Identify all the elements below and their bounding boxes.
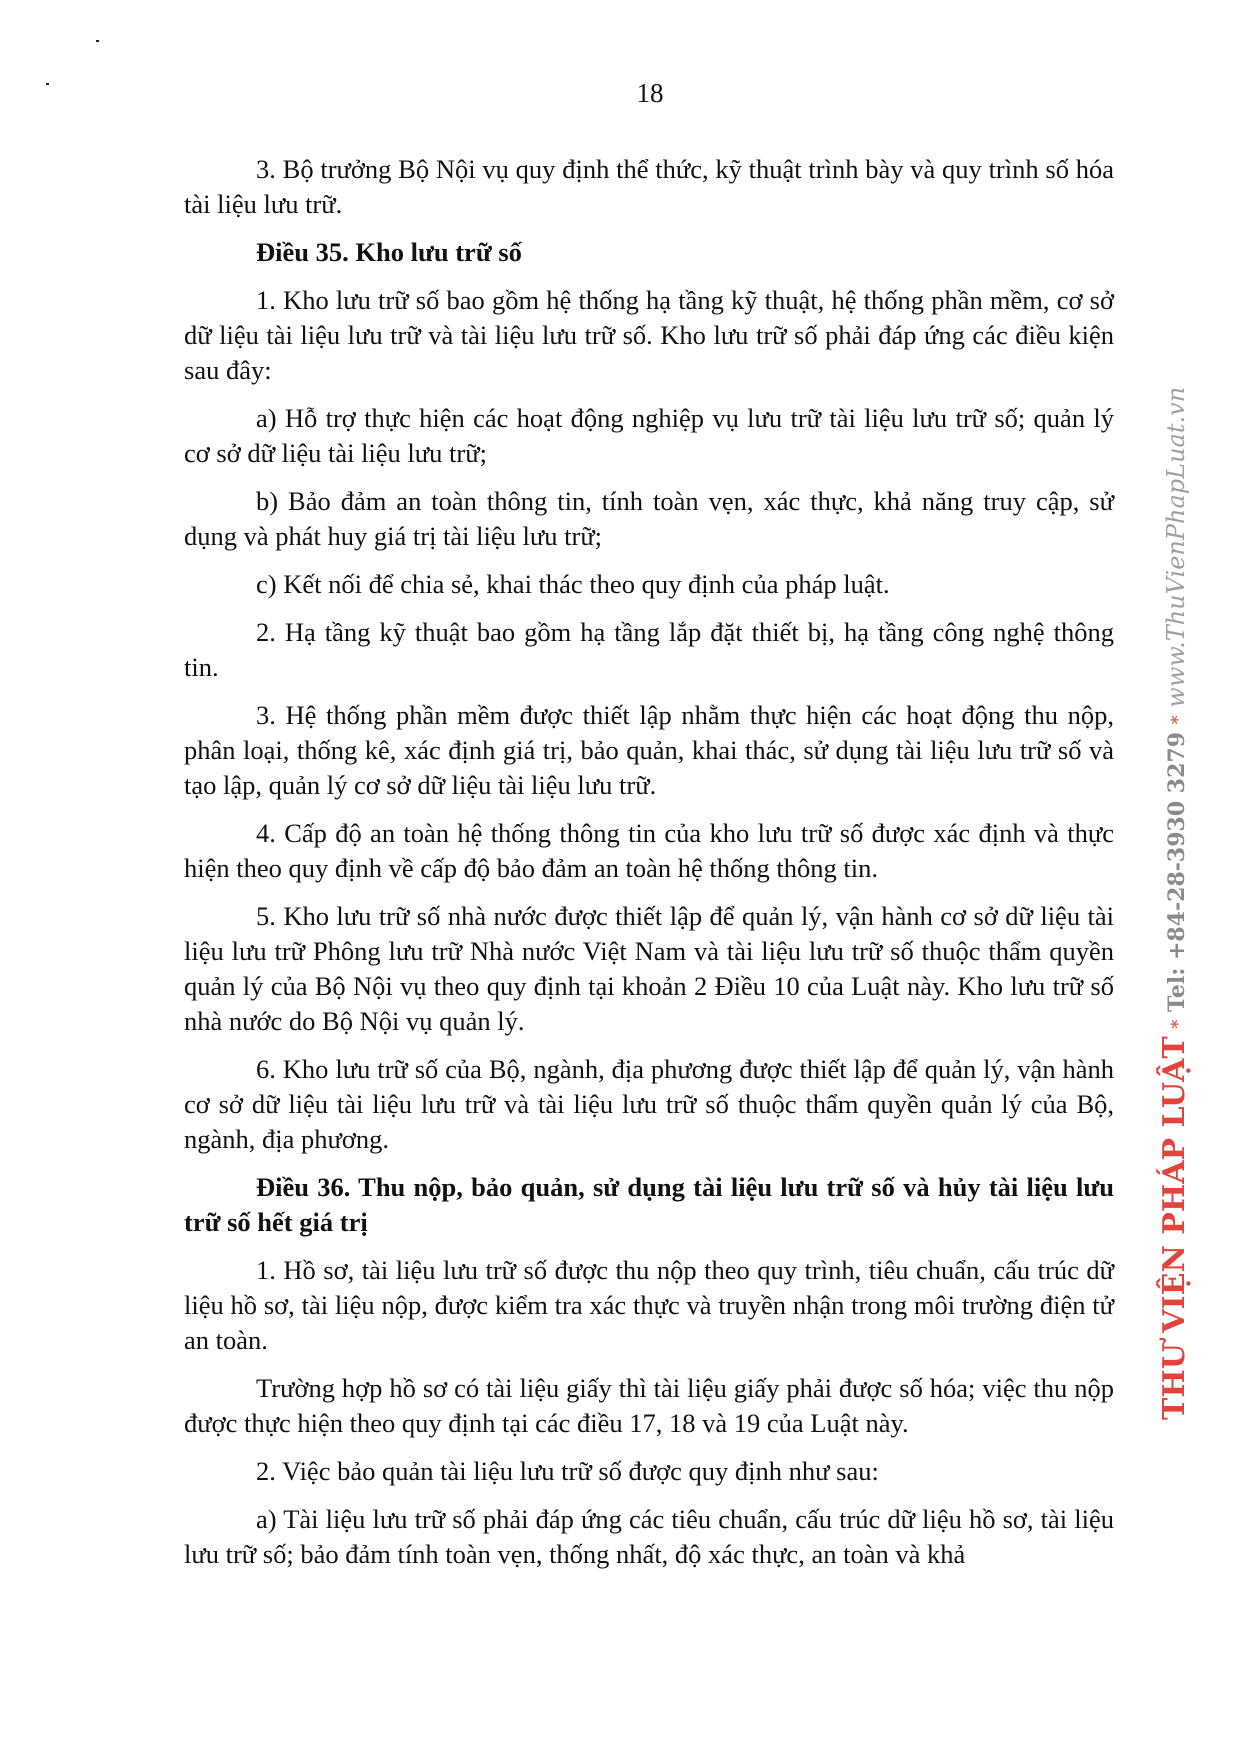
watermark <box>1145 320 1205 1420</box>
article-36-heading: Điều 36. Thu nộp, bảo quản, sử dụng tài liệu lưu trữ số và hủy tài liệu lưu trữ số hết giá trị <box>184 1172 1114 1237</box>
paragraph-clause-3: 3. Hệ thống phần mềm được thiết lập nhằm thực hiện các hoạt động thu nộp, phân loại, thống kê, xác định giá trị, bảo quản, khai thác, sử dụng tài liệu lưu trữ số và tạo lập, quản lý cơ sở dữ liệu tài liệu lưu trữ. <box>184 700 1114 800</box>
watermark-title: THƯ VIỆN PHÁP LUẬT <box>1157 1036 1192 1420</box>
paragraph-point-c: c) Kết nối để chia sẻ, khai thác theo quy định của pháp luật. <box>256 569 890 599</box>
paragraph-point-a: a) Hỗ trợ thực hiện các hoạt động nghiệp vụ lưu trữ tài liệu lưu trữ số; quản lý cơ sở dữ liệu tài liệu lưu trữ; <box>184 403 1114 468</box>
paragraph-clause-6: 6. Kho lưu trữ số của Bộ, ngành, địa phương được thiết lập để quản lý, vận hành cơ sở dữ liệu tài liệu lưu trữ và tài liệu lưu trữ số thuộc thẩm quyền quản lý của Bộ, ngành, địa phương. <box>184 1054 1114 1154</box>
watermark-website: www.ThuVienPhapLuat.vn <box>1162 386 1190 708</box>
watermark-star: * <box>1168 715 1189 725</box>
article-35-heading: Điều 35. Kho lưu trữ số <box>256 237 522 267</box>
document-body <box>184 152 1114 1585</box>
paragraph-clause-1: 1. Kho lưu trữ số bao gồm hệ thống hạ tầng kỹ thuật, hệ thống phần mềm, cơ sở dữ liệu tài liệu lưu trữ và tài liệu lưu trữ số. Kho lưu trữ số phải đáp ứng các điều kiện sau đây: <box>184 285 1114 385</box>
paragraph-clause-5: 5. Kho lưu trữ số nhà nước được thiết lập để quản lý, vận hành cơ sở dữ liệu tài liệu lưu trữ Phông lưu trữ Nhà nước Việt Nam và tài liệu lưu trữ số thuộc thẩm quyền quản lý của Bộ Nội vụ theo quy định tại khoản 2 Điều 10 của Luật này. Kho lưu trữ số nhà nước do Bộ Nội vụ quản lý. <box>184 901 1114 1036</box>
paragraph-paper-records: Trường hợp hồ sơ có tài liệu giấy thì tài liệu giấy phải được số hóa; việc thu nộp được thực hiện theo quy định tại các điều 17, 18 và 19 của Luật này. <box>184 1373 1114 1438</box>
paragraph-item-3: 3. Bộ trưởng Bộ Nội vụ quy định thể thức, kỹ thuật trình bày và quy trình số hóa tài liệu lưu trữ. <box>184 154 1114 219</box>
paragraph-point-b: b) Bảo đảm an toàn thông tin, tính toàn vẹn, xác thực, khả năng truy cập, sử dụng và phát huy giá trị tài liệu lưu trữ; <box>184 486 1114 551</box>
paragraph-clause-2: 2. Hạ tầng kỹ thuật bao gồm hạ tầng lắp đặt thiết bị, hạ tầng công nghệ thông tin. <box>184 617 1114 682</box>
watermark-star: * <box>1168 1019 1189 1029</box>
paragraph-clause-4: 4. Cấp độ an toàn hệ thống thông tin của kho lưu trữ số được xác định và thực hiện theo quy định về cấp độ bảo đảm an toàn hệ thống thông tin. <box>184 818 1114 883</box>
paragraph-clause-2: 2. Việc bảo quản tài liệu lưu trữ số được quy định như sau: <box>256 1456 879 1486</box>
watermark-phone: Tel: +84-28-3930 3279 <box>1164 731 1190 1012</box>
scan-speck <box>96 40 99 42</box>
page-number: 18 <box>636 78 664 108</box>
paragraph-point-a: a) Tài liệu lưu trữ số phải đáp ứng các tiêu chuẩn, cấu trúc dữ liệu hồ sơ, tài liệu lưu trữ số; bảo đảm tính toàn vẹn, thống nhất, độ xác thực, an toàn và khả <box>184 1504 1114 1569</box>
paragraph-clause-1: 1. Hồ sơ, tài liệu lưu trữ số được thu nộp theo quy trình, tiêu chuẩn, cấu trúc dữ liệu hồ sơ, tài liệu nộp, được kiểm tra xác thực và truyền nhận trong môi trường điện tử an toàn. <box>184 1255 1114 1355</box>
